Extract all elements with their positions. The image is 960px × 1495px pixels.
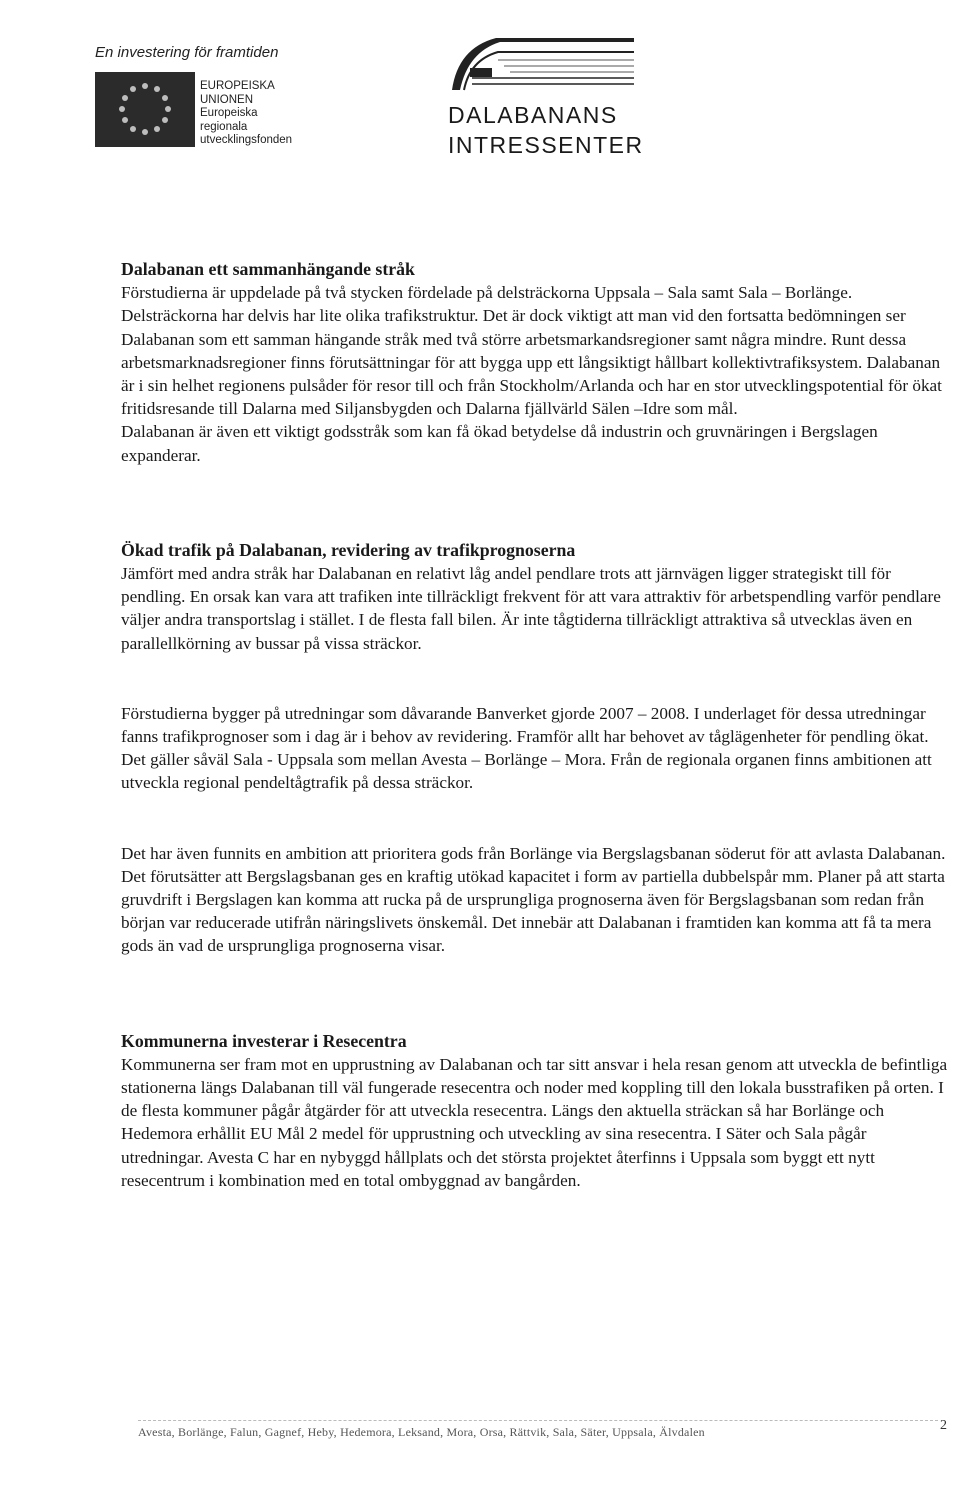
eu-line: Europeiska <box>200 107 258 119</box>
footer-municipalities: Avesta, Borlänge, Falun, Gagnef, Heby, Hedemora, Leksand, Mora, Orsa, Rättvik, Sala, Säter, Uppsala, Älvdalen <box>138 1425 705 1439</box>
eu-line: regionala <box>200 120 248 133</box>
footer <box>138 1424 948 1440</box>
paragraph: Jämfört med andra stråk har Dalabanan en relativt låg andel pendlare trots att järnvägen ligger strategiskt till för pendling. En orsak kan vara att trafiken inte tillräckligt frekvent för att vara attraktiv för arbetspendling varför pendlare väljer andra transportslag i stället. I de flesta fall bilen. Är inte tågtiderna tillräckligt attraktiva så utvecklas även en parallellkörning av bussar på vissa sträckor. <box>121 564 941 653</box>
document-body <box>121 258 951 1192</box>
tagline: En investering för framtiden <box>95 44 279 61</box>
paragraph: Förstudierna är uppdelade på två stycken fördelade på delsträckorna Uppsala – Sala samt Sala – Borlänge. Delsträckorna har delvis har lite olika trafikstruktur. Det är dock viktigt att man vid den fortsatta bedömningen ser Dalabanan som ett samman hängande stråk med två större arbetsmarkandsregioner samt några mindre. Runt dessa arbetsmarknadsregioner finns förutsättningar för att bygga upp ett långsiktigt hållbart kollektivtrafiksystem. Dalabanan är i sin helhet regionens pulsåder för resor till och från Stockholm/Arlanda och har en stor utvecklingspotential för ökat fritidsresande till Dalarna med Siljansbygden och Dalarna fjällvärld Sälen –Idre som mål. <box>121 283 942 419</box>
brand-line-2: INTRESSENTER <box>448 132 644 158</box>
section-heading: Dalabanan ett sammanhängande stråk <box>121 259 415 279</box>
eu-flag-logo <box>95 72 195 147</box>
brand-line-1: DALABANANS <box>448 102 618 128</box>
eu-line: UNIONEN <box>200 93 254 106</box>
paragraph: Förstudierna bygger på utredningar som dåvarande Banverket gjorde 2007 – 2008. I underlaget för dessa utredningar fanns trafikprognoser som i dag är i behov av revidering. Framför allt har behovet av tåglägenheter för pendling ökat. Det gäller såväl Sala - Uppsala som mellan Avesta – Borlänge – Mora. Från de regionala organen finns ambitionen att utveckla regional pendeltågtrafik på dessa sträckor. <box>121 703 932 793</box>
paragraph: Det har även funnits en ambition att prioritera gods från Borlänge via Bergslagsbanan söderut för att avlasta Dalabanan. Det förutsätter att Bergslagsbanan ges en kraftig utökad kapacitet i form av partiella dubbelspår mm. Planer på att starta gruvdrift i Bergslagen kan komma att rucka på de ursprungliga prognoserna även för Bergslagsbanan som redan från början var reducerade utifrån näringslivets önskemål. Det innebär att Dalabanan i framtiden kan komma att få ta mera gods än vad de ursprungliga prognoserna visar. <box>121 843 946 956</box>
train-logo-icon <box>448 30 638 100</box>
section-heading: Kommunerna investerar i Resecentra <box>121 1030 407 1051</box>
page-number: 2 <box>940 1418 947 1433</box>
footer-divider <box>138 1420 938 1421</box>
eu-line: EUROPEISKA <box>200 80 275 92</box>
paragraph: Dalabanan är även ett viktigt godsstråk som kan få ökad betydelse då industrin och gruvnäringen i Bergslagen expanderar. <box>121 422 878 465</box>
brand-name <box>448 100 644 160</box>
paragraph: Kommunerna ser fram mot en upprustning av Dalabanan och tar sitt ansvar i hela resan genom att utveckla de befintliga stationerna längs Dalabanan till väl fungerade resecentra och noder med koppling till den lokala busstrafiken på orten. I de flesta kommuner pågår åtgärder för att utveckla resecentra. Längs den aktuella sträckan så har Borlänge och Hedemora erhållit EU Mål 2 medel för upprustning och utveckling av sina resecentra. I Säter och Sala pågår utredningar. Avesta C har en nybyggd hållplats och det största projektet återfinns i Uppsala som byggt ett nytt resecentrum i kombination med en total ombyggnad av bangården. <box>121 1054 948 1190</box>
section-heading: Ökad trafik på Dalabanan, revidering av trafikprognoserna <box>121 539 576 560</box>
eu-logo-text <box>200 80 292 148</box>
eu-line: utvecklingsfonden <box>200 134 293 146</box>
